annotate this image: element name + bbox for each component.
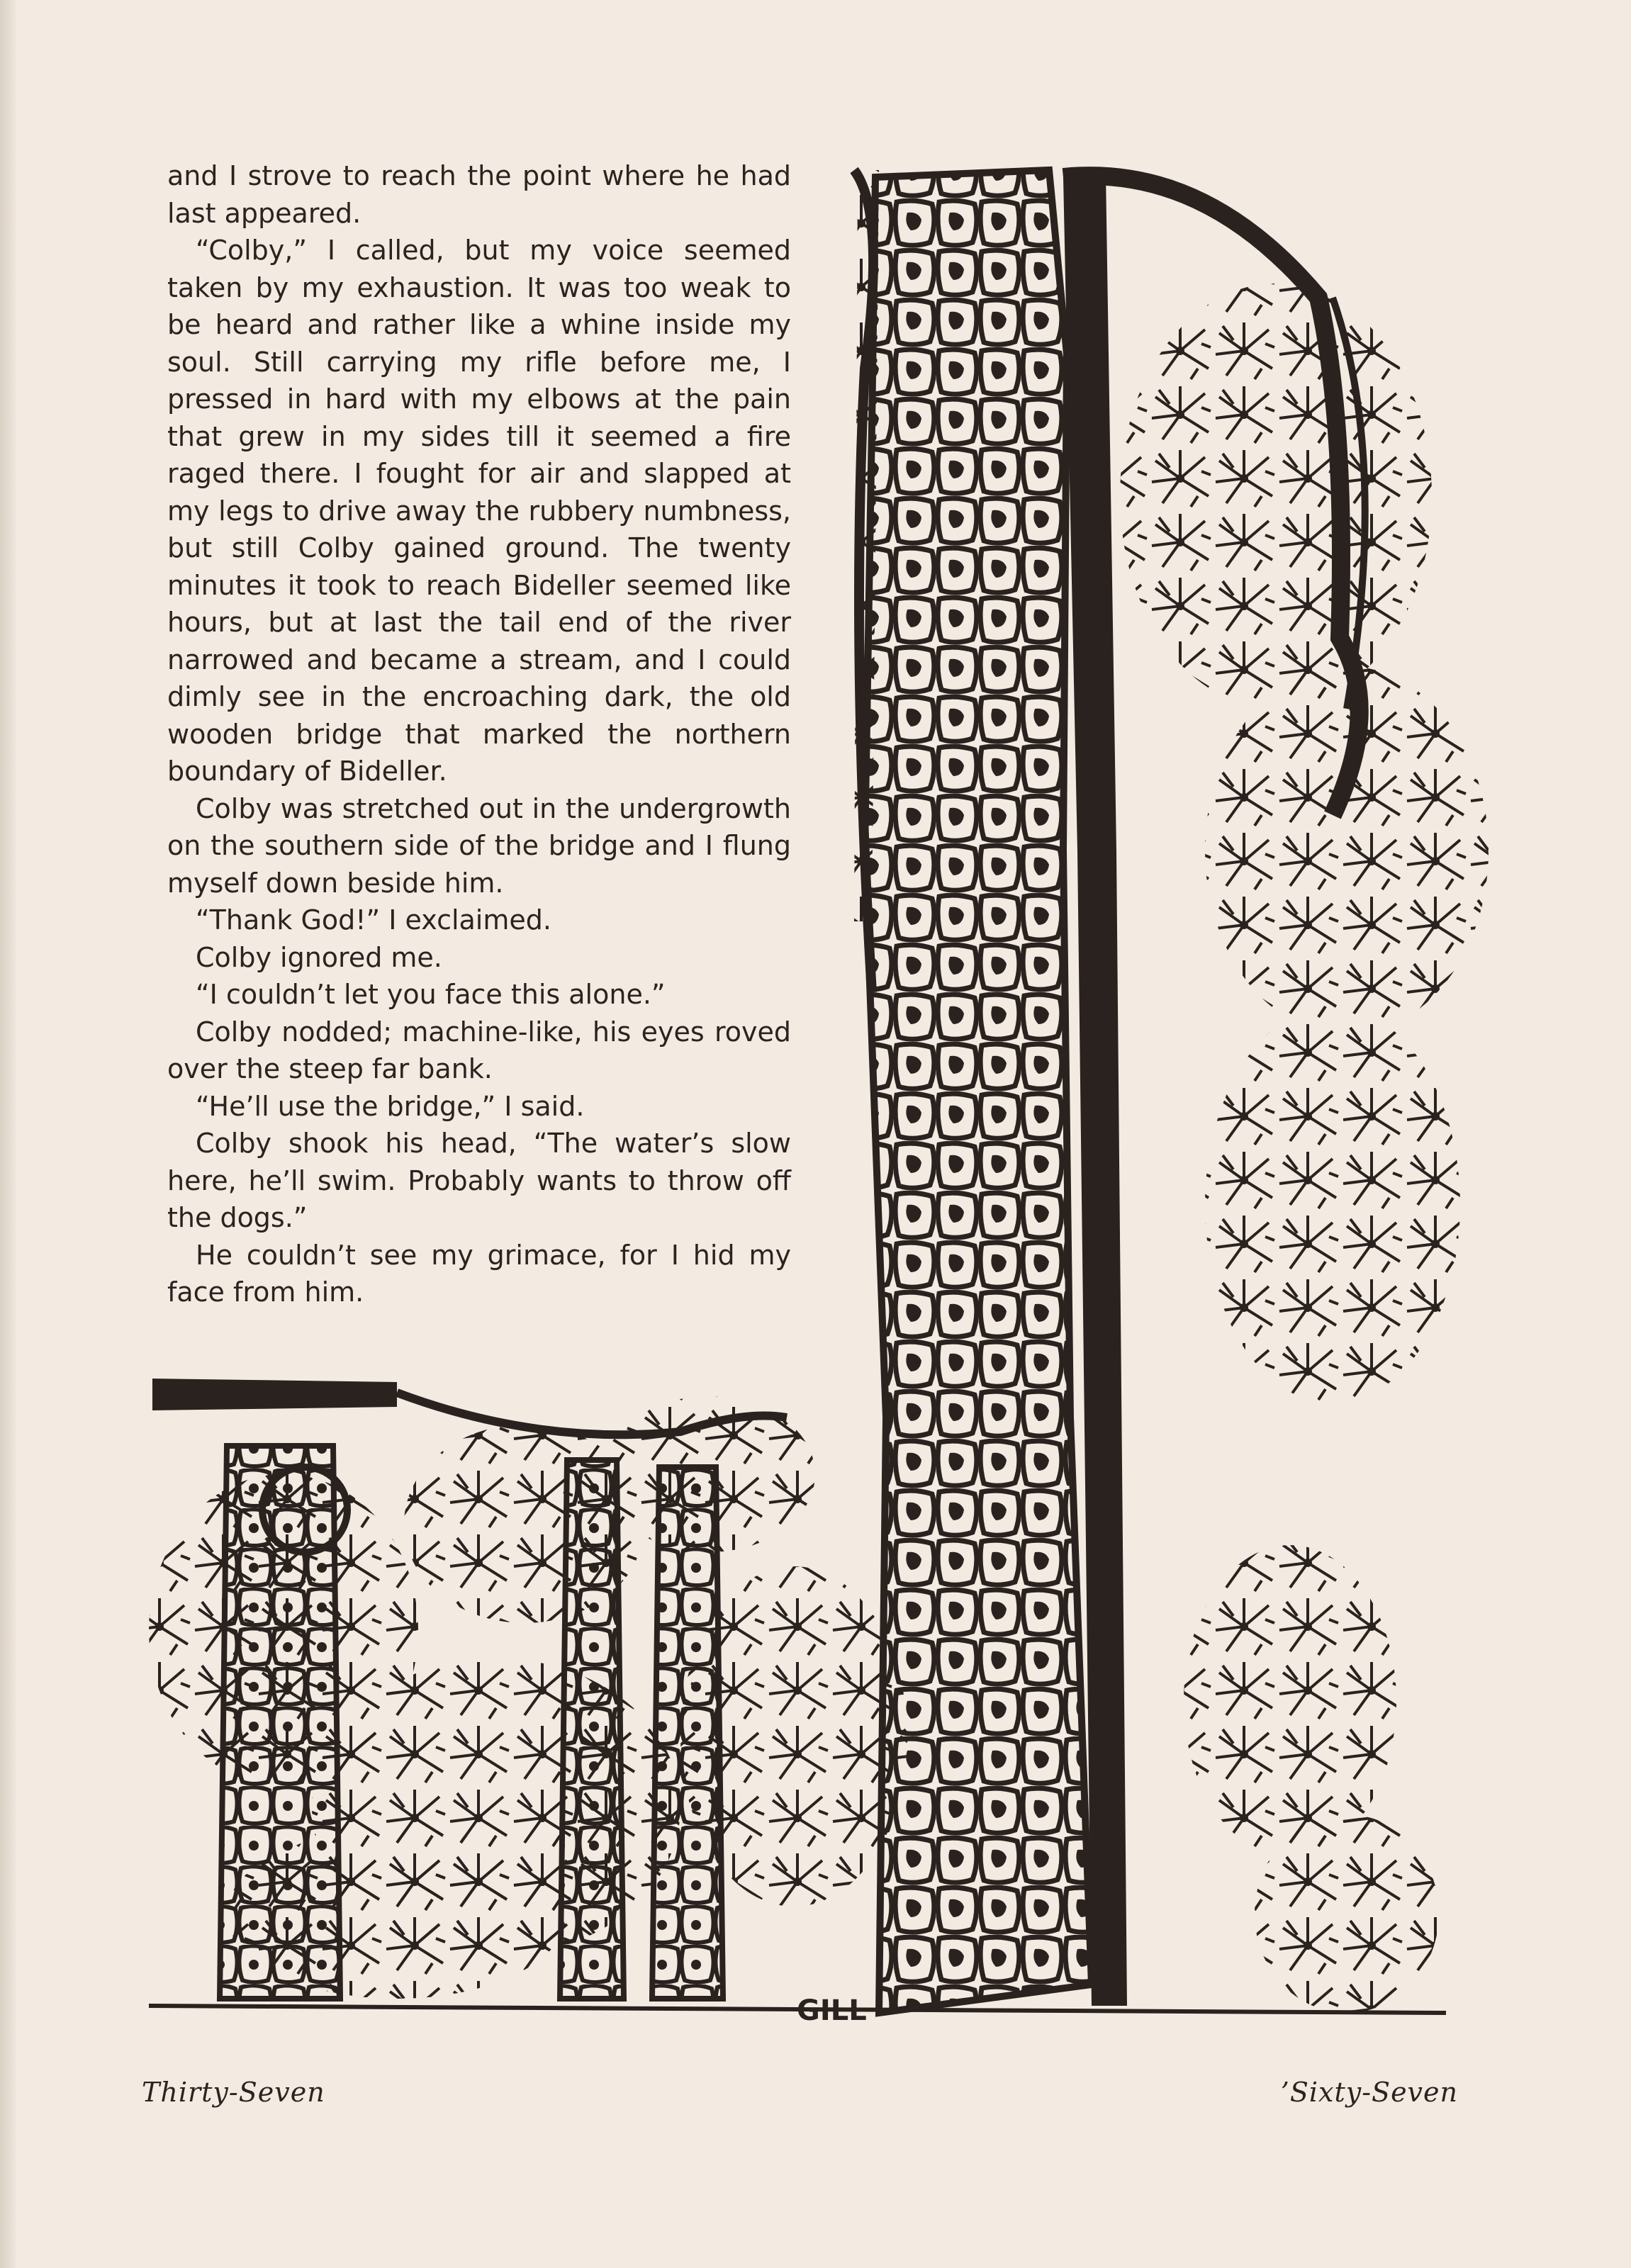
artist-signature: GILL [797,1994,867,2027]
paragraph-3: Colby was stretched out in the undergrowth on the southern side of the bridge and I flung myself down beside him. [167,792,791,899]
paragraph-9: Colby shook his head, “The water’s slow here, he’ll swim. Probably wants to throw off the dogs.” [167,1128,791,1233]
footer-issue-year: ’Sixty-Seven [1280,2077,1458,2108]
paragraph-5: Colby ignored me. [196,941,442,973]
right-foliage [1120,284,1489,2013]
paragraph-8: “He’ll use the bridge,” I said. [196,1090,585,1122]
paragraph-1: and I strove to reach the point where he had last appeared. [167,160,791,229]
footer-page-number: Thirty-Seven [142,2077,325,2108]
paragraph-4: “Thank God!” I exclaimed. [196,904,551,936]
paragraph-6: “I couldn’t let you face this alone.” [196,979,666,1010]
paragraph-2: “Colby,” I called, but my voice seemed taken by my exhaustion. It was too weak to be heard and rather like a whine inside my soul. Still carrying my rifle before me, I pressed in hard with my elbows at the pain that grew in my sides till it seemed a fire raged there. I fought for air and slapped at my legs to drive away the rubbery numbness, but still Colby gained ground. The twenty minutes it took to reach Bideller seemed like hours, but at last the tail end of the river narrowed and became a stream, and I could dimly see in the encroaching dark, the old wooden bridge that marked the northern boundary of Bideller. [167,235,791,787]
paragraph-10: He couldn’t see my grimace, for I hid my face from him. [167,1239,791,1308]
paragraph-7: Colby nodded; machine-like, his eyes roved over the steep far bank. [167,1016,791,1084]
